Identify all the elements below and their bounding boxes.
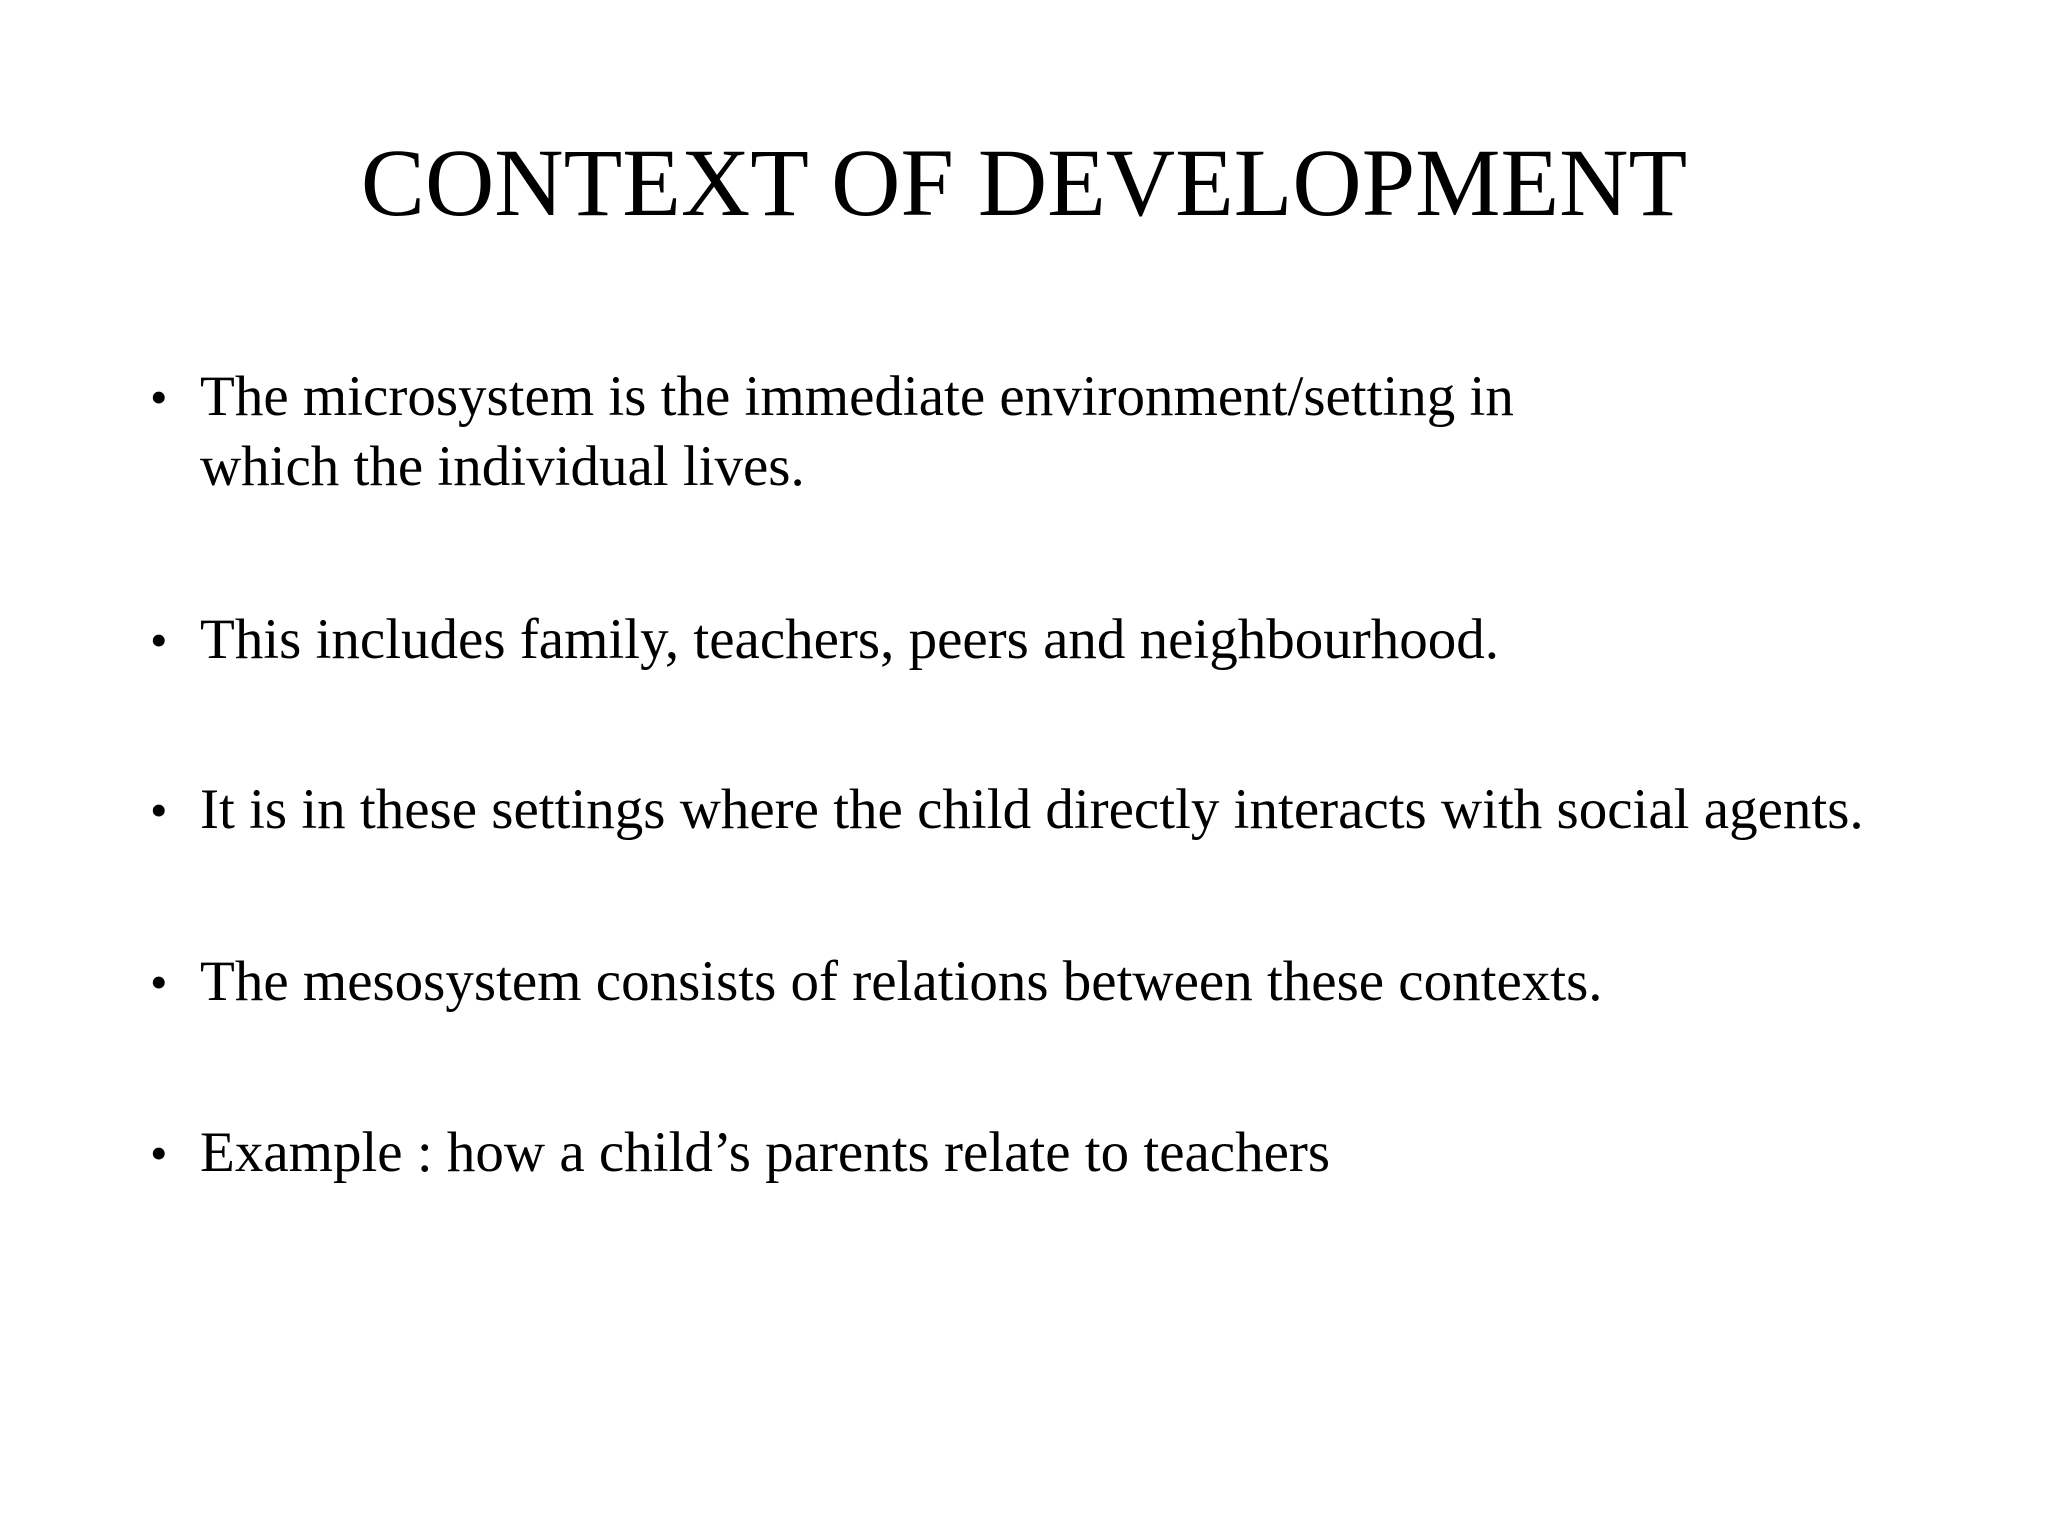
bullet-item	[150, 1118, 2000, 1188]
bullet-icon: •	[150, 1125, 168, 1181]
bullet-text: The mesosystem consists of relations between these contexts.	[200, 950, 1603, 1013]
slide-title: CONTEXT OF DEVELOPMENT	[360, 129, 1688, 236]
bullet-text: This includes family, teachers, peers and neighbourhood.	[200, 608, 1500, 671]
bullet-icon: •	[150, 782, 168, 838]
bullet-text: The microsystem is the immediate environment/setting in which the individual lives.	[200, 365, 1514, 498]
bullet-icon: •	[150, 954, 168, 1010]
bullet-icon: •	[150, 612, 168, 668]
bullet-item	[150, 775, 2000, 845]
bullet-icon: •	[150, 369, 168, 425]
bullet-item	[150, 605, 2000, 675]
bullet-text: It is in these settings where the child directly interacts with social agents.	[200, 778, 1864, 841]
bullet-item	[150, 947, 2000, 1017]
bullet-text: Example : how a child’s parents relate to teachers	[200, 1121, 1331, 1184]
bullet-item	[150, 362, 2000, 502]
